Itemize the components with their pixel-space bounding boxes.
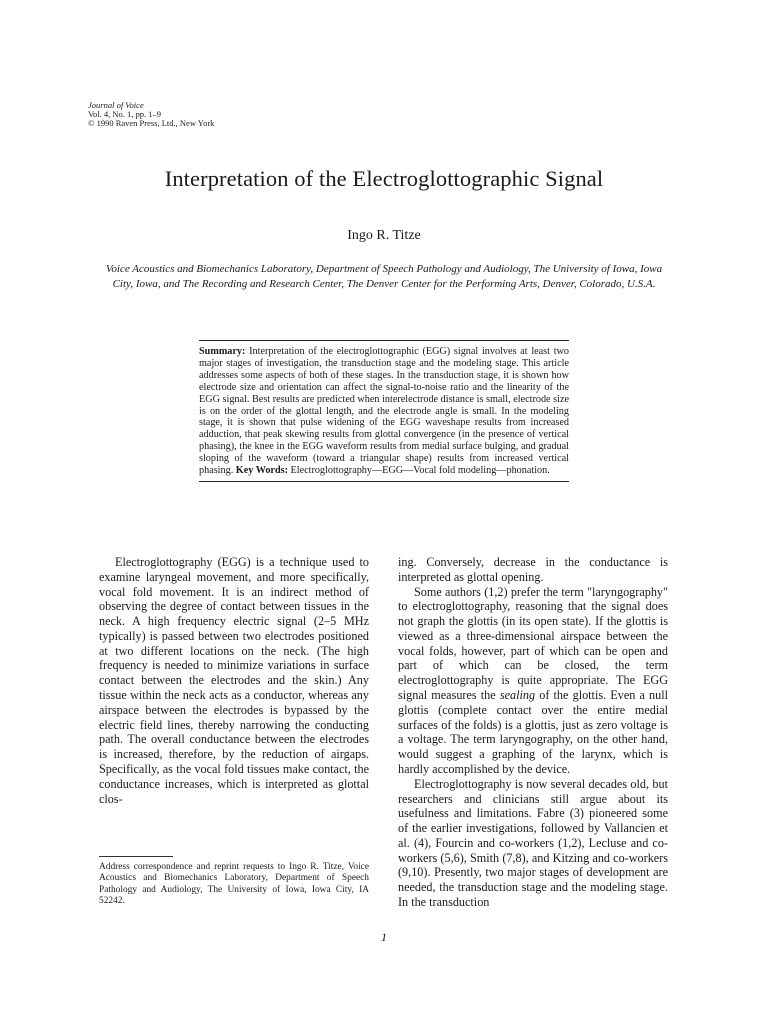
journal-name: Journal of Voice: [88, 100, 144, 110]
article-title: Interpretation of the Electroglottographic Signal: [164, 166, 604, 191]
abstract-box: [199, 340, 569, 482]
summary-body: Interpretation of the electroglottographic (EGG) signal involves at least two major stages of investigation, the transduction stage and the modeling stage. This article addresses some aspects of both of these stages. In the transduction stage, it is shown how electrode size and orientation can affect the signal-to-noise ratio and the linearity of the EGG signal. Best results are predicted when interelectrode distance is small, electrode size is on the order of the glottal length, and the electrode angle is small. In the modeling stage, it is shown that pulse widening of the EGG waveshape results from increased adduction, that peak skewing results from glottal convergence (in the presence of vertical phasing), the knee in the EGG waveform results from medial surface bulging, and gradual sloping of the waveform (toward a triangular shape) results from increased vertical phasing.: [199, 346, 569, 477]
keywords-text: Electroglottography—EGG—Vocal fold modeling—phonation.: [290, 465, 550, 477]
page-number: 1: [381, 930, 387, 944]
volume-line: Vol. 4, No. 1, pp. 1–9: [88, 109, 162, 119]
terminology-text-b: of the glottis. Even a null glottis (complete contact over the entire medial surfaces of the folds) is a glottis, just as zero voltage is a voltage. The term laryngography, on the other hand, would suggest a graphing of the larynx, which is hardly accomplished by the device.: [398, 688, 669, 776]
correspondence-footnote: Address correspondence and reprint requests to Ingo R. Titze, Voice Acoustics and Biomechanics Laboratory, Department of Speech Pathology and Audiology, The University of Iowa, Iowa City, IA 52242.: [99, 862, 369, 907]
abstract-text: [199, 346, 569, 477]
terminology-text-a: Some authors (1,2) prefer the term "laryngography" to electroglottography, reasoning that the signal does not graph the glottis (in its open state). If the glottis is viewed as a three-dimensional airspace between the vocal folds, however, part of which can be open and part of which can be closed, the term electroglottography is quite appropriate. The EGG signal measures the: [398, 584, 668, 703]
continued-paragraph: ing. Conversely, decrease in the conductance is interpreted as glottal opening.: [398, 555, 668, 584]
right-column: [398, 555, 668, 910]
intro-paragraph: Electroglottography (EGG) is a technique used to examine laryngeal movement, and more specifically, vocal fold movement. It is an indirect method of observing the degree of contact between tissues in the neck. A high frequency electric signal (2–5 MHz typically) is passed between two electrodes positioned at two different locations on the neck. (The high frequency is needed to minimize variations in surface contact between the electrodes and the skin.) Any tissue within the neck acts as a conductor, whereas any airspace between the electrodes is bypassed by the electric field lines, thereby narrowing the conducting path. The overall conductance between the electrodes is increased, therefore, by the reduction of airgaps. Specifically, as the vocal fold tissues make contact, the conductance increases, which is interpreted as glottal clos-: [99, 555, 369, 806]
footnote-divider: [99, 856, 173, 857]
keywords-label: Key Words:: [235, 465, 288, 477]
sealing-emphasis: sealing: [499, 688, 536, 703]
summary-label: Summary:: [199, 346, 246, 357]
history-paragraph: Electroglottography is now several decades old, but researchers and clinicians still argue about its usefulness and limitations. Fabre (3) pioneered some of the earlier investigations, followed by Vallancien et al. (4), Fourcin and co-workers (1,2), Lecluse and co-workers (5,6), Smith (7,8), and Kitzing and co-workers (9,10). Presently, two major stages of development are needed, the transduction stage and the modeling stage. In the transduction: [398, 776, 668, 909]
journal-citation: [88, 101, 214, 128]
author-affiliation: Voice Acoustics and Biomechanics Laboratory, Department of Speech Pathology and Audiology, The University of Iowa, Iowa City, Iowa, and The Recording and Research Center, The Denver Center for the Performing Arts, Denver, Colorado, U.S.A.: [105, 263, 663, 290]
terminology-paragraph: [398, 585, 668, 777]
left-column: [99, 555, 369, 806]
author-name: Ingo R. Titze: [347, 228, 421, 243]
copyright-line: © 1990 Raven Press, Ltd., New York: [88, 118, 215, 128]
